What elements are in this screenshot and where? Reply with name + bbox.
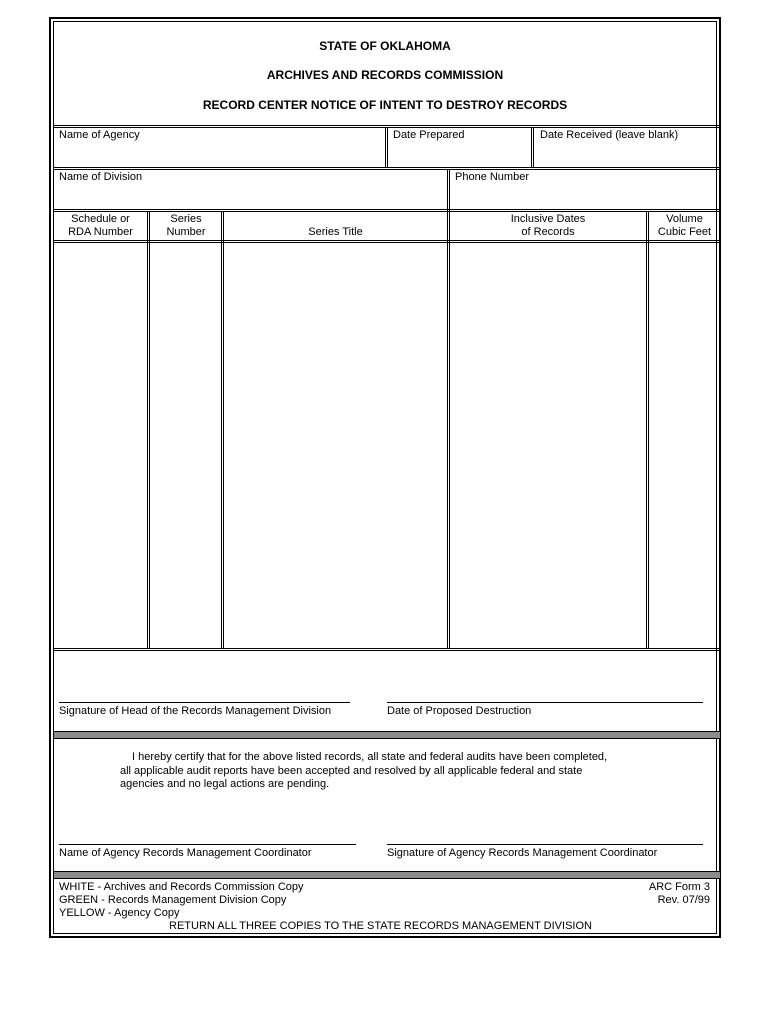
coordinator-name-label: Name of Agency Records Management Coordinator bbox=[59, 847, 312, 859]
head-division-signature-line bbox=[59, 702, 350, 703]
form-revision: Rev. 07/99 bbox=[657, 894, 710, 906]
division-field-label: Name of Division bbox=[59, 171, 143, 183]
table-column-divider-3 bbox=[447, 211, 450, 649]
row1-bottom-divider bbox=[54, 167, 720, 170]
form-title-state: STATE OF OKLAHOMA bbox=[319, 39, 451, 53]
column-header-schedule: Schedule or RDA Number bbox=[68, 213, 133, 238]
column-header-inclusive-dates: Inclusive Dates of Records bbox=[510, 213, 586, 238]
copy-green-label: GREEN - Records Management Division Copy bbox=[59, 894, 287, 906]
form-number: ARC Form 3 bbox=[648, 881, 710, 893]
copy-white-label: WHITE - Archives and Records Commission Copy bbox=[59, 881, 304, 893]
copy-yellow-label: YELLOW - Agency Copy bbox=[59, 907, 180, 919]
head-division-signature-label: Signature of Head of the Records Management Division bbox=[59, 705, 332, 717]
row1-divider-a bbox=[385, 127, 388, 168]
coordinator-signature-line bbox=[387, 844, 703, 845]
coordinator-signature-label: Signature of Agency Records Management Coordinator bbox=[387, 847, 658, 859]
form-title-commission: ARCHIVES AND RECORDS COMMISSION bbox=[266, 68, 504, 82]
table-column-divider-1 bbox=[147, 211, 150, 649]
footer-separator-bar bbox=[54, 871, 720, 879]
table-column-divider-4 bbox=[646, 211, 649, 649]
certification-statement bbox=[120, 751, 607, 792]
form-inner-border bbox=[53, 21, 717, 934]
return-instruction: RETURN ALL THREE COPIES TO THE STATE RECORDS MANAGEMENT DIVISION bbox=[169, 920, 592, 932]
certification-line-2: all applicable audit reports have been accepted and resolved by all applicable federal and state bbox=[120, 764, 583, 777]
records-destruction-form bbox=[49, 17, 721, 938]
row2-bottom-divider bbox=[54, 209, 720, 212]
column-header-series-number: Series Number bbox=[166, 213, 206, 238]
proposed-destruction-line bbox=[387, 702, 703, 703]
column-header-series-title: Series Title bbox=[308, 226, 363, 238]
date-received-field-label: Date Received (leave blank) bbox=[540, 129, 679, 141]
phone-field-label: Phone Number bbox=[455, 171, 529, 183]
section-separator-bar bbox=[54, 731, 720, 739]
form-title-notice: RECORD CENTER NOTICE OF INTENT TO DESTROY RECORDS bbox=[202, 98, 568, 112]
column-header-volume: Volume Cubic Feet bbox=[657, 213, 712, 238]
certification-line-3: agencies and no legal actions are pending. bbox=[120, 778, 330, 790]
table-header-divider bbox=[54, 240, 720, 243]
row1-divider-b bbox=[531, 127, 534, 168]
coordinator-name-line bbox=[59, 844, 356, 845]
table-bottom-divider bbox=[54, 648, 720, 651]
row2-divider bbox=[447, 169, 450, 211]
table-column-divider-2 bbox=[221, 211, 224, 649]
date-prepared-field-label: Date Prepared bbox=[393, 129, 465, 141]
proposed-destruction-label: Date of Proposed Destruction bbox=[387, 705, 532, 717]
agency-field-label: Name of Agency bbox=[59, 129, 140, 141]
certification-line-1: I hereby certify that for the above listed records, all state and federal audits have been completed, bbox=[132, 751, 608, 763]
